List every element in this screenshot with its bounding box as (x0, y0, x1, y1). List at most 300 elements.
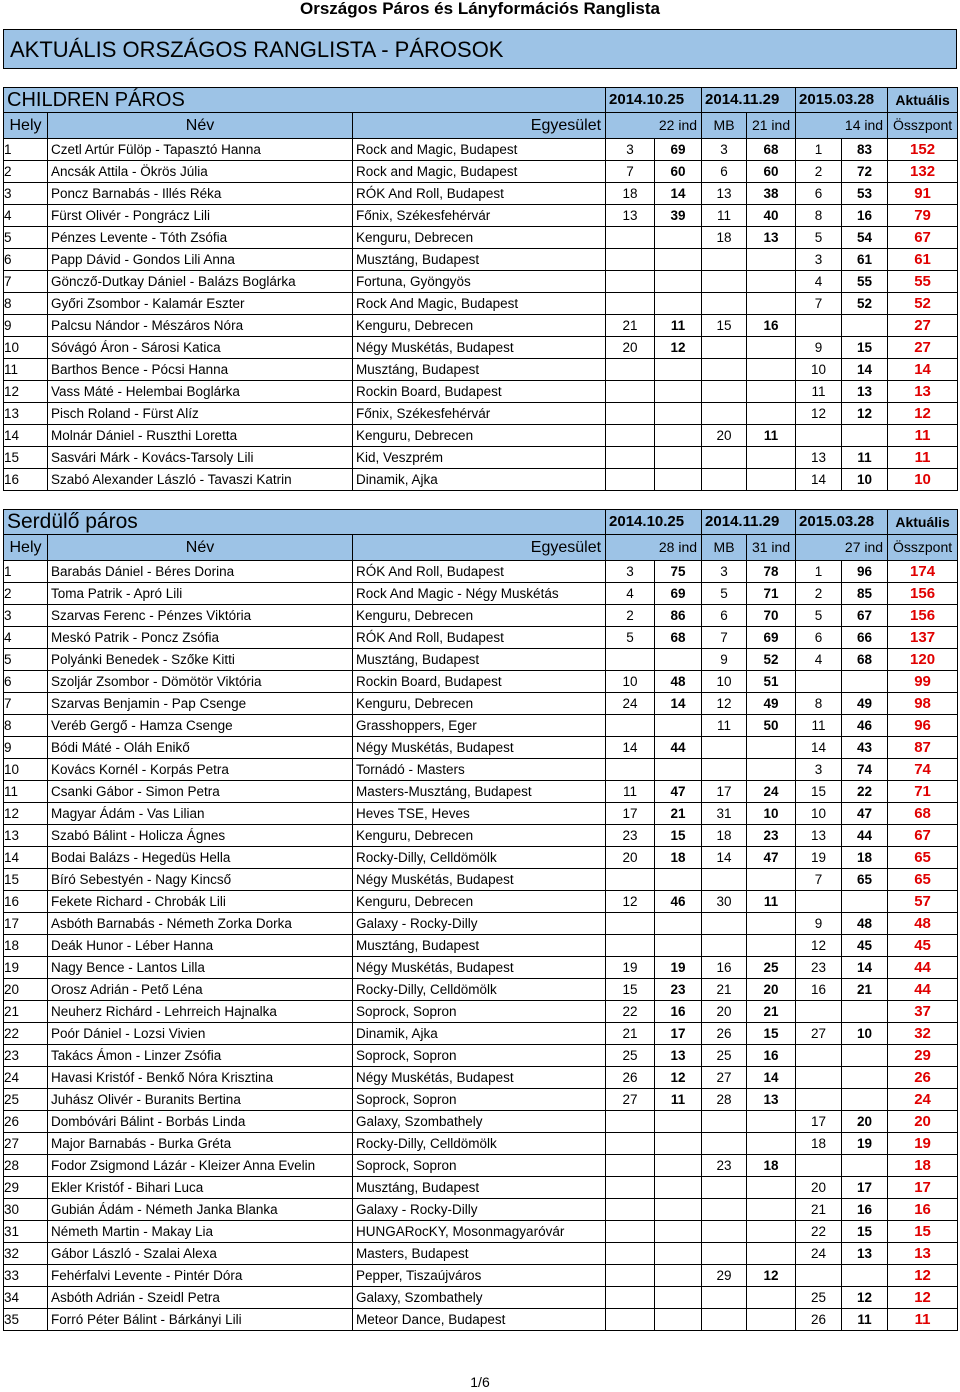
round2-points (747, 1199, 796, 1221)
table-row (4, 1199, 958, 1221)
club-cell: Musztáng, Budapest (353, 249, 606, 271)
round3-place: 15 (796, 781, 842, 803)
round1-points: 14 (655, 183, 702, 205)
table-row (4, 227, 958, 249)
round1-points: 15 (655, 825, 702, 847)
round3-place: 9 (796, 337, 842, 359)
club-cell: Dinamik, Ajka (353, 1023, 606, 1045)
round2-place (702, 869, 747, 891)
name-cell: Takács Ámon - Linzer Zsófia (48, 1045, 353, 1067)
round3-points (842, 891, 888, 913)
round1-place: 24 (606, 693, 655, 715)
round3-place: 4 (796, 649, 842, 671)
round2-place (702, 1309, 747, 1331)
club-cell: Kenguru, Debrecen (353, 605, 606, 627)
club-cell: Soprock, Sopron (353, 1089, 606, 1111)
round2-place: 31 (702, 803, 747, 825)
round2-points: 10 (747, 803, 796, 825)
round2-points: 11 (747, 425, 796, 447)
round3-points: 22 (842, 781, 888, 803)
round2-place: 11 (702, 715, 747, 737)
document-title: Országos Páros és Lányformációs Ranglista (300, 0, 660, 18)
total-points: 67 (888, 227, 958, 249)
name-cell: Dombóvári Bálint - Borbás Linda (48, 1111, 353, 1133)
table-row (4, 583, 958, 605)
name-cell: Barthos Bence - Pócsi Hanna (48, 359, 353, 381)
hely-cell: 5 (4, 227, 48, 249)
round1-points (655, 1243, 702, 1265)
table-row (4, 1243, 958, 1265)
round1-points (655, 249, 702, 271)
round1-points: 69 (655, 583, 702, 605)
round1-place: 3 (606, 561, 655, 583)
round1-place: 13 (606, 205, 655, 227)
total-points: 44 (888, 957, 958, 979)
round3-points: 13 (842, 1243, 888, 1265)
ind-mb: MB (702, 535, 747, 561)
round3-points: 96 (842, 561, 888, 583)
round2-place: 29 (702, 1265, 747, 1287)
round1-place: 21 (606, 1023, 655, 1045)
round1-points: 16 (655, 1001, 702, 1023)
round3-place (796, 891, 842, 913)
round1-place: 27 (606, 1089, 655, 1111)
round2-points (747, 271, 796, 293)
round3-place (796, 1067, 842, 1089)
table-row (4, 693, 958, 715)
round1-place: 15 (606, 979, 655, 1001)
total-points: 65 (888, 869, 958, 891)
round3-points: 14 (842, 957, 888, 979)
round1-place (606, 1155, 655, 1177)
total-points: 26 (888, 1067, 958, 1089)
round1-place: 26 (606, 1067, 655, 1089)
round1-place (606, 425, 655, 447)
hely-cell: 15 (4, 869, 48, 891)
round3-place (796, 671, 842, 693)
name-cell: Gábor László - Szalai Alexa (48, 1243, 353, 1265)
name-cell: Fodor Zsigmond Lázár - Kleizer Anna Evelin (48, 1155, 353, 1177)
total-points: 174 (888, 561, 958, 583)
round1-place: 22 (606, 1001, 655, 1023)
name-cell: Pisch Roland - Fürst Alíz (48, 403, 353, 425)
round2-place (702, 1133, 747, 1155)
hely-cell: 15 (4, 447, 48, 469)
hely-cell: 8 (4, 293, 48, 315)
club-cell: Négy Muskétás, Budapest (353, 957, 606, 979)
hely-cell: 23 (4, 1045, 48, 1067)
round3-points: 67 (842, 605, 888, 627)
round2-points: 25 (747, 957, 796, 979)
round2-points (747, 1177, 796, 1199)
round1-place (606, 381, 655, 403)
date-2: 2014.11.29 (702, 88, 796, 113)
round1-points: 14 (655, 693, 702, 715)
round3-points: 18 (842, 847, 888, 869)
name-cell: Molnár Dániel - Ruszthi Loretta (48, 425, 353, 447)
name-cell: Fürst Olivér - Pongrácz Lili (48, 205, 353, 227)
name-cell: Magyar Ádám - Vas Lilian (48, 803, 353, 825)
hely-cell: 29 (4, 1177, 48, 1199)
hely-cell: 28 (4, 1155, 48, 1177)
name-cell: Győri Zsombor - Kalamár Eszter (48, 293, 353, 315)
hely-cell: 9 (4, 315, 48, 337)
hely-cell: 1 (4, 139, 48, 161)
club-cell: Főnix, Székesfehérvár (353, 205, 606, 227)
ind-mb: MB (702, 113, 747, 139)
club-cell: Kid, Veszprém (353, 447, 606, 469)
col-nev: Név (48, 535, 353, 561)
round2-place: 27 (702, 1067, 747, 1089)
table-row (4, 271, 958, 293)
round2-place (702, 1199, 747, 1221)
round1-place: 7 (606, 161, 655, 183)
club-cell: Pepper, Tiszaújváros (353, 1265, 606, 1287)
round1-place (606, 359, 655, 381)
round1-points (655, 935, 702, 957)
round1-points (655, 425, 702, 447)
hely-cell: 11 (4, 781, 48, 803)
round1-points (655, 1221, 702, 1243)
table-row (4, 293, 958, 315)
round2-place (702, 1243, 747, 1265)
club-cell: Fortuna, Gyöngyös (353, 271, 606, 293)
hely-cell: 27 (4, 1133, 48, 1155)
round1-points (655, 1155, 702, 1177)
table-row (4, 913, 958, 935)
name-cell: Fekete Richard - Chrobák Lili (48, 891, 353, 913)
round1-place (606, 227, 655, 249)
round3-points (842, 1265, 888, 1287)
round3-points: 21 (842, 979, 888, 1001)
total-points: 29 (888, 1045, 958, 1067)
total-points: 11 (888, 1309, 958, 1331)
round3-place: 8 (796, 693, 842, 715)
round2-place: 3 (702, 561, 747, 583)
hely-cell: 7 (4, 271, 48, 293)
name-cell: Ancsák Attila - Ökrös Júlia (48, 161, 353, 183)
total-points: 16 (888, 1199, 958, 1221)
club-cell: Masters, Budapest (353, 1243, 606, 1265)
club-cell: Rockin Board, Budapest (353, 381, 606, 403)
round1-place (606, 715, 655, 737)
name-cell: Orosz Adrián - Pető Léna (48, 979, 353, 1001)
round1-points (655, 1177, 702, 1199)
round2-place (702, 1287, 747, 1309)
round2-points: 38 (747, 183, 796, 205)
round1-points (655, 1287, 702, 1309)
hely-cell: 35 (4, 1309, 48, 1331)
ind-2: 31 ind (747, 535, 796, 561)
round3-points: 17 (842, 1177, 888, 1199)
round3-points: 83 (842, 139, 888, 161)
round2-points (747, 1111, 796, 1133)
round1-place (606, 447, 655, 469)
name-cell: Bíró Sebestyén - Nagy Kincső (48, 869, 353, 891)
serdulo-ranking-table (3, 509, 958, 1331)
total-points: 27 (888, 337, 958, 359)
ind-2: 21 ind (747, 113, 796, 139)
round3-place: 12 (796, 403, 842, 425)
round2-points: 50 (747, 715, 796, 737)
round3-points: 61 (842, 249, 888, 271)
table-row (4, 1023, 958, 1045)
round3-place: 7 (796, 293, 842, 315)
round1-place (606, 403, 655, 425)
club-cell: Musztáng, Budapest (353, 359, 606, 381)
table-row (4, 1067, 958, 1089)
round3-points: 16 (842, 1199, 888, 1221)
name-cell: Veréb Gergő - Hamza Csenge (48, 715, 353, 737)
round2-place: 18 (702, 825, 747, 847)
round1-points: 47 (655, 781, 702, 803)
club-cell: Heves TSE, Heves (353, 803, 606, 825)
round1-place: 17 (606, 803, 655, 825)
col-egyesulet: Egyesület (353, 113, 606, 139)
table-row (4, 1177, 958, 1199)
serdulo-header-row-1 (4, 510, 958, 535)
name-cell: Szarvas Ferenc - Pénzes Viktória (48, 605, 353, 627)
name-cell: Kovács Kornél - Korpás Petra (48, 759, 353, 781)
round3-place: 5 (796, 605, 842, 627)
round1-points (655, 447, 702, 469)
table-row (4, 337, 958, 359)
round2-points: 69 (747, 627, 796, 649)
round3-points: 65 (842, 869, 888, 891)
club-cell: Rock and Magic, Budapest (353, 161, 606, 183)
round2-points: 47 (747, 847, 796, 869)
club-cell: Musztáng, Budapest (353, 935, 606, 957)
round1-place: 20 (606, 337, 655, 359)
round3-points: 55 (842, 271, 888, 293)
table-row (4, 1265, 958, 1287)
round3-place: 14 (796, 737, 842, 759)
round1-points: 12 (655, 337, 702, 359)
round2-points: 14 (747, 1067, 796, 1089)
club-cell: Négy Muskétás, Budapest (353, 869, 606, 891)
round1-points: 11 (655, 1089, 702, 1111)
club-cell: Soprock, Sopron (353, 1045, 606, 1067)
total-points: 156 (888, 605, 958, 627)
round3-points: 14 (842, 359, 888, 381)
round1-points: 23 (655, 979, 702, 1001)
round1-points (655, 913, 702, 935)
round1-place: 14 (606, 737, 655, 759)
round3-place: 6 (796, 183, 842, 205)
round2-points: 49 (747, 693, 796, 715)
table-row (4, 561, 958, 583)
round1-place (606, 469, 655, 491)
total-points: 13 (888, 381, 958, 403)
table-row (4, 447, 958, 469)
round2-points (747, 737, 796, 759)
round2-points: 23 (747, 825, 796, 847)
name-cell: Gubián Ádám - Németh Janka Blanka (48, 1199, 353, 1221)
club-cell: Rocky-Dilly, Celldömölk (353, 847, 606, 869)
round2-place: 25 (702, 1045, 747, 1067)
total-points: 132 (888, 161, 958, 183)
round2-points: 68 (747, 139, 796, 161)
round3-place (796, 1089, 842, 1111)
table-row (4, 1221, 958, 1243)
round3-points: 53 (842, 183, 888, 205)
round2-place (702, 935, 747, 957)
round3-place: 6 (796, 627, 842, 649)
round3-points: 54 (842, 227, 888, 249)
table-row (4, 381, 958, 403)
club-cell: Galaxy, Szombathely (353, 1287, 606, 1309)
club-cell: Kenguru, Debrecen (353, 693, 606, 715)
round3-place: 3 (796, 249, 842, 271)
round1-points (655, 469, 702, 491)
club-cell: Musztáng, Budapest (353, 649, 606, 671)
round2-points (747, 249, 796, 271)
round3-points: 16 (842, 205, 888, 227)
banner-text: AKTUÁLIS ORSZÁGOS RANGLISTA - PÁROSOK (10, 37, 504, 62)
round1-place: 18 (606, 183, 655, 205)
round1-place: 21 (606, 315, 655, 337)
round1-place (606, 293, 655, 315)
round3-points: 11 (842, 447, 888, 469)
category-title: Serdülő páros (4, 510, 606, 535)
round3-points: 72 (842, 161, 888, 183)
hely-cell: 13 (4, 825, 48, 847)
table-row (4, 1309, 958, 1331)
hely-cell: 13 (4, 403, 48, 425)
round3-place: 25 (796, 1287, 842, 1309)
name-cell: Czetl Artúr Fülöp - Tapasztó Hanna (48, 139, 353, 161)
round3-points: 74 (842, 759, 888, 781)
name-cell: Bódi Máté - Oláh Enikő (48, 737, 353, 759)
round1-place: 2 (606, 605, 655, 627)
round2-points: 52 (747, 649, 796, 671)
name-cell: Meskó Patrik - Poncz Zsófia (48, 627, 353, 649)
round3-points: 46 (842, 715, 888, 737)
name-cell: Asbóth Adrián - Szeidl Petra (48, 1287, 353, 1309)
round3-points (842, 1089, 888, 1111)
total-points: 98 (888, 693, 958, 715)
table-row (4, 737, 958, 759)
col-hely: Hely (4, 113, 48, 139)
round2-points: 51 (747, 671, 796, 693)
round2-points: 71 (747, 583, 796, 605)
hely-cell: 16 (4, 891, 48, 913)
name-cell: Asbóth Barnabás - Németh Zorka Dorka (48, 913, 353, 935)
round1-place (606, 935, 655, 957)
round3-points: 66 (842, 627, 888, 649)
table-row (4, 249, 958, 271)
ind-3: 14 ind (796, 113, 888, 139)
date-3: 2015.03.28 (796, 510, 888, 535)
round2-place: 20 (702, 425, 747, 447)
name-cell: Juhász Olivér - Buranits Bertina (48, 1089, 353, 1111)
round2-points (747, 1243, 796, 1265)
total-points: 37 (888, 1001, 958, 1023)
round2-points: 78 (747, 561, 796, 583)
round1-points (655, 271, 702, 293)
date-1: 2014.10.25 (606, 88, 702, 113)
total-points: 152 (888, 139, 958, 161)
hely-cell: 10 (4, 759, 48, 781)
round1-place (606, 1243, 655, 1265)
hely-cell: 24 (4, 1067, 48, 1089)
round2-points: 20 (747, 979, 796, 1001)
hely-cell: 4 (4, 627, 48, 649)
name-cell: Csanki Gábor - Simon Petra (48, 781, 353, 803)
round2-place (702, 249, 747, 271)
round1-place (606, 249, 655, 271)
total-points: 55 (888, 271, 958, 293)
total-points: 99 (888, 671, 958, 693)
total-points: 14 (888, 359, 958, 381)
total-points: 24 (888, 1089, 958, 1111)
round3-points: 43 (842, 737, 888, 759)
round1-points: 17 (655, 1023, 702, 1045)
name-cell: Szoljár Zsombor - Dömötör Viktória (48, 671, 353, 693)
round1-points: 69 (655, 139, 702, 161)
club-cell: Soprock, Sopron (353, 1155, 606, 1177)
round2-place: 12 (702, 693, 747, 715)
hely-cell: 1 (4, 561, 48, 583)
round2-place (702, 381, 747, 403)
club-cell: Kenguru, Debrecen (353, 315, 606, 337)
round1-points (655, 1133, 702, 1155)
round2-points (747, 293, 796, 315)
club-cell: Négy Muskétás, Budapest (353, 1067, 606, 1089)
col-nev: Név (48, 113, 353, 139)
hely-cell: 6 (4, 671, 48, 693)
table-row (4, 781, 958, 803)
round1-place (606, 1177, 655, 1199)
hely-cell: 16 (4, 469, 48, 491)
hely-cell: 32 (4, 1243, 48, 1265)
table-row (4, 649, 958, 671)
round3-place: 9 (796, 913, 842, 935)
total-points: 17 (888, 1177, 958, 1199)
table-row (4, 803, 958, 825)
round2-place (702, 403, 747, 425)
club-cell: Musztáng, Budapest (353, 1177, 606, 1199)
round2-points (747, 337, 796, 359)
club-cell: HUNGARocKY, Mosonmagyaróvár (353, 1221, 606, 1243)
table-row (4, 1111, 958, 1133)
table-row (4, 869, 958, 891)
round1-points (655, 1199, 702, 1221)
round2-place: 15 (702, 315, 747, 337)
total-points: 10 (888, 469, 958, 491)
round3-points: 15 (842, 337, 888, 359)
round1-points (655, 1111, 702, 1133)
round3-place: 13 (796, 825, 842, 847)
round1-points: 60 (655, 161, 702, 183)
name-cell: Papp Dávid - Gondos Lili Anna (48, 249, 353, 271)
round2-place (702, 359, 747, 381)
round1-place (606, 1287, 655, 1309)
round2-place: 13 (702, 183, 747, 205)
round2-points (747, 1287, 796, 1309)
name-cell: Szabó Bálint - Holicza Ágnes (48, 825, 353, 847)
round1-points (655, 715, 702, 737)
round1-points (655, 649, 702, 671)
hely-cell: 21 (4, 1001, 48, 1023)
round1-place (606, 1265, 655, 1287)
round3-place: 16 (796, 979, 842, 1001)
round1-points: 21 (655, 803, 702, 825)
round1-place (606, 1133, 655, 1155)
name-cell: Palcsu Nándor - Mészáros Nóra (48, 315, 353, 337)
round2-points (747, 359, 796, 381)
round2-points: 40 (747, 205, 796, 227)
